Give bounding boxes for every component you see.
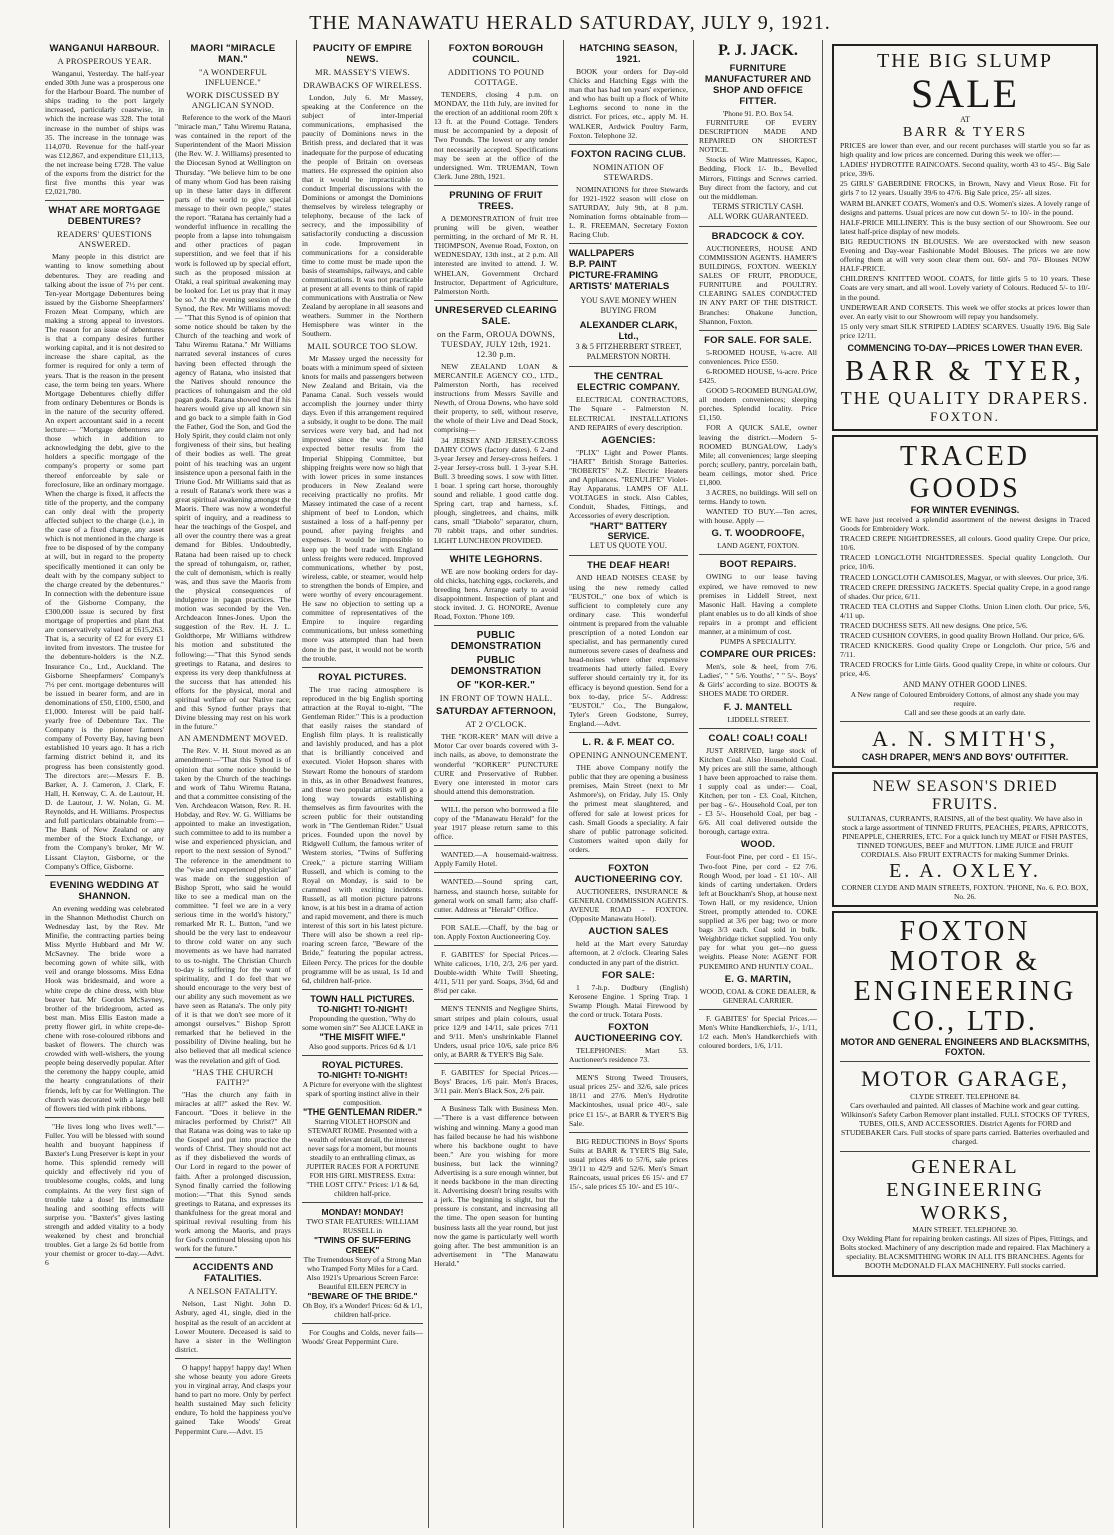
advert-picture-framing: PICTURE-FRAMING [569,270,659,282]
traced-item: TRACED LONGCLOTH CAMISOLES, Magyar, or with sleeves. Our price, 3/6. [840,572,1089,582]
subhead-stewards: NOMINATION OF STEWARDS. [592,161,665,182]
advert-dried-fruits [832,772,1098,907]
notice-meat-co: THE above Company notify the public that they are opening a business premises, Main Street (next to Mr Ashmore's), on Friday, July 15. Only the primest meat slaughtered, and offered for sale at lowest prices for cash. Small Goods a speciality. A fair share of public patronage solicited. Customers waited upon daily for orders. [569,763,688,854]
advert-sale: SALE [911,71,1019,116]
columns [40,40,1100,1528]
notice-coal: JUST ARRIVED, large stock of Kitchen Coal. Also Household Coal. My prices are still the same, although I have been approached to raise them. I supply coal as under:— Coal, Kitchen, per ton - £3. Coal, Kitchen, per bag - 6/-. Household Coal, per ton - £3 5/-. Household Coal, per bag - 6/6. All coal delivered outside the borough, cartage extra. [699,745,817,837]
advert-other-lines: AND MANY OTHER GOOD LINES. [903,679,1027,689]
divider [45,875,164,876]
traced-item: TRACED DUCHESS SETS. All new designs. One price, 5/6. [840,621,1028,630]
divider [699,554,817,555]
advert-royal-heading: ROYAL PICTURES. [321,1059,404,1070]
column-1 [40,40,170,1528]
advert-motor-sub: MOTOR AND GENERAL ENGINEERS AND BLACKSMITHS, FOXTON. [840,1037,1090,1058]
advert-quote-you: LET US QUOTE YOU. [590,541,667,551]
article-maori-miracle-man: Reference to the work of the Maori "miracle man," Tahu Wiremu Ratana, was contained in the report of the Superintendent of the Maori Mission (the Rev. W. J. Williams) presented to the Diocesan Synod at Wellington on Thursday. "We believe him to be one of many whom God has been raising up in these latter days in different parts of the world to give special message to their own people," states the report. "Ratana has certainly had a wonderful influence in recalling the people from a lapse into tohungaism and other practices of pagan superstition, and we feel that if his work is followed up by special effort, such as the proposed mission at Otaki, a real spiritual awakening may be looked for. Let us pray that it may be so." At the evening session of the Synod, the Rev. Mr Williams moved:— "That this Synod is of opinion that some notice should be taken by the Church of the teaching and work of Tahu Wiremu Ratana." Mr Williams narrated several instances of cures having been effected through the agency of Ratana, who insisted that the Natives should renounce the practices of tohungaism and the old pagan gods. Ratana showed that if his hearers would give up all known sin and go back to a simple faith in God the Father, God the Son, and God the Holy Spirit, they could claim not only forgiveness of their sins, but healing of their bodies as well. The great point of his teaching was an urgent insistence upon a personal faith in the Triune God. Mr Williams said that as a result of Ratana's work there was a great spiritual awakening amongst the Maoris. There was now a wonderful spirit of inquiry, and a readiness to hear the teachings of the Gospel, and all over the country there was a great demand for Bibles. Undoubtedly, Ratana had been raised up to check the spread of tohungaism, or, rather, the cult of demonism, which is really was, and thus save the Maoris from the physical consequences of indulgence in pagan practices. The motion was seconded by the Ven. Archdeacon Innes-Jones. Upon the suggestion of the Rev. H. J. L. Goldthorpe, Mr Williams withdrew his motion and substituted the following:—"That this Synod sends greetings to Ratana, and desires to express its very deep thankfulness at the success that has attended his efforts for the physical, moral and spiritual welfare of our Native race; and this Synod further prays that Divine blessing may rest on his work in the future." [175,113,291,732]
advert-town-hall-tonight: TO-NIGHT! TO-NIGHT! [317,1003,408,1014]
article-amendment: The Rev. V. H. Stout moved as an amendment:—"That this Synod is of opinion that some notice should be taken by the Church of the teachings and work of Tahu Wiremu Ratana, and that a committee consisting of the Ven. Archdeacon Watson, Rev. R. H. Hobday, and Rev. W. G. Williams be appointed to make an investigation, such committee to add to its number a wise and experienced physician, and report to the next session of Synod." The reference in the amendment to the "wise and experienced physician" was made on the suggestion of Bishop Sprott, who said he would like to see a medical man on the committee. "I feel we are in a very serious time in the world's history," remarked Mr R. L. Button, "and we should be the very last to endeavour to throw cold water on any such movements as we have had narrated to us to-night. The Christian Church to-day is suffering for the want of spirituality, and I do feel that we should encourage to the very best of our ability any such movement as we have seen as Ratana's. The only pity of it is that we don't see more of it amongst ourselves." Bishop Sprott remarked that he believed in the possibility of Divine healing, but he also believed that all medical science was the revelation and gift of God. [175,746,291,1065]
divider [569,555,688,556]
sale-item: 15 only very smart SILK STRIPED LADIES' SCARVES. Usually 19/6. Big Sale price 12/11. [840,321,1090,340]
divider [302,1323,423,1324]
notice-electrical-contractors: ELECTRICAL CONTRACTORS, The Square - Palmerston N. ELECTRICAL INSTALLATIONS AND REPAIRS of every description. [569,395,688,432]
headline-wood: WOOD. [740,839,776,851]
divider [45,1117,164,1118]
notice-file-copy: WILL the person who borrowed a file copy of the "Manawatu Herald" for the year 1917 please return same to this office. [434,804,558,842]
advert-barr-tyers-sale [832,44,1098,431]
headline-deaf-hear: THE DEAF HEAR! [586,560,671,572]
notice-telephones: TELEPHONES: Mart 53. Auctioneer's residence 73. [569,1046,688,1065]
divider [434,999,558,1000]
advert-monday-detail: The Tremendous Story of a Strong Man who Tramped Forty Miles for a Card. Also 1921's Uproarious Screen Farce: Beautiful EILEEN PERCY in [303,1254,422,1291]
subhead-readers-questions: READERS' QUESTIONS ANSWERED. [56,229,152,250]
advert-artists-materials: ARTISTS' MATERIALS [569,281,670,293]
traced-items-list [840,534,1090,678]
notice-for-sale-chaff: FOR SALE.—Chaff, by the bag or ton. Apply Foxton Auctioneering Coy. [434,922,558,941]
traced-item: TRACED TEA CLOTHS and Supper Cloths. Union Linen cloth. Our price, 5/6, 4/11 up. [840,601,1090,620]
advert-monday-text: TWO STAR FEATURES: WILLIAM RUSSELL in [306,1216,419,1235]
notice-tenders: TENDERS, closing 4 p.m. on MONDAY, the 11th July, are invited for the erection of an additional room 20ft x 13 ft. at the Pound Cottage. Tenders must be accompanied by a deposit of Two Pounds. The lowest or any tender not necessarily accepted. Specifications may be seen at the office of the undersigned. Wm. TRUEMAN, Town Clerk. June 28th, 1921. [434,90,558,181]
advert-dried-fruits-text: SULTANAS, CURRANTS, RAISINS, all of the best quality. We have also in stock a large assortment of TINNED FRUITS, PEACHES, PEARS, APRICOTS, PINEAPPLE, CHERRIES, ETC. For a quick lunch try MEAT or FISH PASTES, TINNED TONGUES, BEEF and MUTTON. LIME JUICE and FRUIT CORDIALS. Also FRUIT EXTRACTS for making Summer Drinks. [841,813,1089,859]
advert-foxton-motor [832,911,1098,1277]
advert-commencing: COMMENCING TO-DAY—PRICES LOWER THAN EVER. [847,342,1083,353]
sale-items-list [840,160,1090,340]
divider [175,1358,291,1359]
notice-tweed-trousers: MEN'S Strong Tweed Trousers, usual prices 25/- and 32/6, sale prices 18/11 and 27/6. Men's Hydrotite Mackintoshes, usual price 40/-, sale price £1 15/-, at BARR & TYER'S Big Sale. [569,1073,688,1128]
advert-gentleman-rider: "THE GENTLEMAN RIDER." [302,1106,423,1117]
headline-for-sale: FOR SALE: [602,969,655,981]
notice-kor-ker: THE "KOR-KER" MAN will drive a Motor Car over boards covered with 3-inch nails, as above, to demonstrate the wonderful "KORKER" PUNCTURE CURE and Preservative of Rubber. Every one interested in motor cars should attend this demonstration. [434,732,558,796]
advert-motor-line2: ENGINEERING [853,976,1077,1008]
headline-eg-martin: E. G. MARTIN, [724,973,792,985]
headline-boot-repairs: BOOT REPAIRS. [719,559,797,571]
subhead-town-hall: IN FRONT OF TOWN HALL. [439,693,553,704]
advert-town-hall-text: Propounding the question, "Why do some women sin?" See ALICE LAKE in [302,1013,423,1032]
headline-meat-co: L. R. & F. MEAT CO. [582,737,675,749]
divider [840,1061,1090,1062]
advert-wallpapers: WALLPAPERS [569,248,635,260]
listing-wanted-to-buy: WANTED TO BUY.—Ten acres, with house. Apply — [699,507,817,526]
advert-town-hall-heading: TOWN HALL PICTURES. [310,993,415,1004]
headline-mortgage-debentures: WHAT ARE MORTGAGE DEBENTURES? [48,205,161,228]
divider [434,845,558,846]
divider [434,185,558,186]
notice-stock-list: 34 JERSEY AND JERSEY-CROSS DAIRY COWS (factory dates). 6 2-and 3-year Jersey and Jersey-cross heifers. 1 2-year Jersey-cross bull. 1 3-year S.H. Bull. 3 breeding sows. 1 sow with litter. 1 boar. 1 spring cart horse, thoroughly sound and reliable. 1 good cattle dog. Spring cart, trap and harness, s.f. plough, singletrees, and chains, milk cans, small "Diabolo" separator, churn, 70 rabbit traps, and other sundries. LIGHT LUNCHEON PROVIDED. [434,435,558,545]
advert-coughs-colds: For Coughs and Colds, never fails—Woods' Great Peppermint Cure. [302,1327,423,1346]
headline-woodroofe: G. T. WOODROOFE, [711,528,805,540]
subhead-work-discussed: WORK DISCUSSED BY ANGLICAN SYNOD. [186,90,280,110]
column-4 [429,40,564,1528]
listing-3-acres: 3 ACRES, no buildings. Will sell on terms. Handy to town. [699,488,817,507]
subhead-pound-cottage: ADDITIONS TO POUND COTTAGE. [447,67,545,87]
text-coal-dealer: WOOD, COAL & COKE DEALER, & GENERAL CARRIER. [699,986,817,1005]
advert-call-see: Call and see these goods at an early date. [904,707,1026,717]
text-terms-cash: TERMS STRICTLY CASH. [712,201,804,211]
article-nelson-fatality: Nelson, Last Night. John D. Asbury, aged 41, single, died in the hospital as the result of an accident at Lower Moutere. Deceased is said to have a sister in the Wellington district. [175,1299,291,1354]
article-church-faith: "Has the church any faith in miracles at all?" asked the Rev. W. Fancourt. "Does it believe in the miracles performed by Christ?" All that Ratana was doing was to take up the Gospel and put into practice the words of Christ. They should not act as if they disbelieved the words of Our Lord in regard to the power of faith. After a prolonged discussion, Synod finally carried the following motion:—"That this Synod sends greetings to Ratana, and expresses its thankfulness for the great moral and spiritual revival resulting from his work among the Maoris, and prays for God's continued blessing upon his work for the future." [175,1089,291,1254]
notice-auctioneers: AUCTIONEERS, INSURANCE & GENERAL COMMISSION AGENTS. AVENUE ROAD - FOXTON. (Opposite Manawatu Hotel). [569,886,688,924]
notice-wanted-housemaid: WANTED.—A housemaid-waitress. Apply Family Hotel. [434,850,558,869]
advert-royal-detail: Starring VIOLET HOPSON and STEWART ROME. Presented with a wealth of relevant detail, the interest never sags for a moment, but mounts steadily to an enthralling climax, as JUPITER RACES FOR A FORTUNE FOR HIS GIRL MISTRESS. Extra: "THE LOST CITY." Prices: 1/1 & 6d, children half-price. [306,1116,419,1198]
advert-works-address: MAIN STREET. TELEPHONE 30. [912,1224,1018,1234]
divider [175,1257,291,1258]
advert-sale-intro: PRICES are lower than ever, and our recent purchases will startle you so far as high quality and low prices are concerned. During this week we offer:— [840,141,1090,160]
divider [699,1009,817,1010]
sale-item: WARM BLANKET COATS, Women's and O.S. Women's sizes. A lovely range of designs and patterns. Usual prices are now cut down 5/- to 10/- in the pound. [840,198,1090,217]
text-furniture-made: FURNITURE OF EVERY DESCRIPTION MADE AND REPAIRED ON SHORTEST NOTICE. [699,118,817,155]
notice-sports-suits: BIG REDUCTIONS in Boys' Sports Suits at BARR & TYER'S Big Sale, usual prices 48/6 to 57/6, sale prices 39/11 to 42/9 and 52/6. Men's Smart Raincoats, usual prices £6 15/- and £7 15/-, sale prices £5 10/- and £5 10/-. [569,1136,688,1192]
headline-wanganui-harbour: WANGANUI HARBOUR. [49,43,160,54]
listing-bungalow: GOOD 5-ROOMED BUNGALOW, all modern conveniences; sleeping porches. Splendid locality. Price £1,150. [699,386,817,423]
column-7 [830,40,1100,1528]
divider [302,989,423,990]
article-business-talk: A Business Talk with Business Men.—"There is a vast difference between wishing and winning. Many a good man has failed because he had his wishbone where his backbone ought to have been." Are you wishing for more business, but lack the winning? Advertising is a sure enough winner, but it needs backbone in the man directing it. Advertising doesn't bring results with a jerk. The beginning is slight, but the pressure is constant, and increasing all the time. The open season for hunting business lasts all the year round, but just now the game is particularly well worth going after. The best ammunition is an advertisement in "The Manawatu Herald." [434,1104,558,1268]
advert-garage-services: Cars overhauled and painted. All classes of Machine work and gear cutting. Wilkinson's Safety Carbon Remover plant installed. FULL STOCKS OF TYRES, TUBES, OILS, AND ACCESSORIES. District Agents for FORD and STUDEBAKER Cars. Full stocks of spare parts carried. Batteries overhauled and charged. [840,1101,1090,1147]
divider [302,1055,423,1056]
divider [434,800,558,801]
advert-royal-tonight: TO-NIGHT! TO-NIGHT! [317,1069,408,1080]
sale-item: CHILDREN'S KNITTED WOOL COATS, for little girls 5 to 10 years. These Coats are very smart, and all wool. Lovely variety of Colours. Reduced 5/- to 10/- in the pound. [840,274,1090,302]
headline-mantell: F. J. MANTELL [723,701,793,713]
headline-hatching-season: HATCHING SEASON, 1921. [579,43,678,65]
text-phone-box: 'Phone 91. P.O. Box 54. [722,109,794,118]
advert-royal-text: A Picture for everyone with the slightest spark of sporting instinct alive in their composition. [302,1079,423,1107]
advert-save-money: YOU SAVE MONEY WHEN BUYING FROM [580,296,677,316]
article-mortgage-debentures: Many people in this district are wanting to know something about debentures. They are reading and talking about the issue of 7½ per cent. Ten-year Mortgage Debentures being issued by the Gisborne Sheepfarmers' Frozen Meat Company, which are making a strong appeal to investors. The reason for an issue of debentures is that a company desires further working capital, and it is not desired to increase the share capital, as the former is required for only a term of years. That is the reason in the present case, the term being ten years. Where Mortgage Debentures chiefly differ from ordinary Debentures or Bonds is in the nature of the security offered. An expert accountant said in a recent lecture:— "Mortgage debentures are those which in addition to acknowledging the debt, give to the holders a specific mortgage of the company's property or some part thereof enforceable by sale or foreclosure, like an ordinary mortgage. When the charge is fixed, it affects the title of the property, and the company can only deal with the property affected subject to the charge (i.e.), in the case of a fixed charge, any asset which is not mentioned in the charge is free to be disposed of by the company at will, but in regard to the property specifically mentioned it can only be dealt with by the company subject to the charge created by the debentures." In connection with the debenture issue of the Gisborne Company, the £300,000 issue is secured by first mortgage of properties and plant that are conservatively valued at £615,263. That is, a security of £2 for every £1 invited from investors. The trustee for the debenture-holders is the N.Z. Insurance Co., Ltd., Auckland. The Gisborne Sheepfarmers' Company's 7½ per cent. mortgage debentures will be issued in bearer form, and are in denominations of £50, £100, £500, and £1,000. Interest will be paid half-yearly free of Debenture Tax. The Company is the pioneer farmers' company of Poverty Bay, having been established 10 years ago. It has a rich farming district behind it, and its progress has been consistently good. The directors are:—Messrs F. B. Barker, A. J. Cameron, J. Clark, F. Hall, H. Kenway, C. A. de Lautour, H. D. de Lautour, J. W. Nolan, G. M. Reynolds, and H. Williams. Prospectus and full particulars obtainable from:—The Bank of New Zealand or any member of the Stock Exchange, or from the Company's broker, Mr W. Lissant Clayton, Gisborne, or the Company's Office, Gisborne. [45,252,165,871]
advert-alexander-clark: ALEXANDER CLARK, Ltd., [579,320,678,343]
traced-item: TRACED CREPE DRESSING JACKETS. Special quality Crepe, in a good range of shades. Our price, 6/11. [840,582,1090,601]
headline-saturday-afternoon: SATURDAY AFTERNOON, [436,706,556,718]
headline-white-leghorns: WHITE LEGHORNS. [449,553,543,565]
headline-agencies: AGENCIES: [601,434,656,446]
headline-pruning: PRUNING OF FRUIT TREES. [449,189,543,212]
advert-hart-battery: "HART" BATTERY SERVICE. [589,521,668,542]
subhead-wonderful-influence: "A WONDERFUL INFLUENCE." [198,67,268,87]
divider [699,728,817,729]
advert-barr-tyer: BARR & TYER, [845,355,1085,387]
headline-auctioneering: FOXTON AUCTIONEERING COY. [574,862,683,885]
headline-central-electric: THE CENTRAL ELECTRIC COMPANY. [577,371,680,394]
headline-coal: COAL! COAL! COAL! [708,732,808,744]
column-3 [297,40,429,1528]
listing-6-roomed: 6-ROOMED HOUSE, ¼-acre. Price £425. [699,366,817,385]
headline-public-demonstration: PUBLIC DEMONSTRATION [450,630,542,653]
notice-bradcock: AUCTIONEERS, HOUSE AND COMMISSION AGENTS. HAMER'S BUILDINGS, FOXTON. WEEKLY SALES OF FRUIT, PRODUCE, FURNITURE and POULTRY. CLEARING SALES CONDUCTED IN ANY PART OF THE DISTRICT. Branches: Ohakune Junction, Shannon, Foxton. [699,243,817,326]
column-6 [694,40,823,1528]
advert-traced-intro: WE have just received a splendid assortment of the newest designs in Traced Goods for Embroidery Work. [840,514,1090,534]
notice-auction-sales: held at the Mart every Saturday afternoon, at 2 o'clock. Clearing Sales conducted in any part of the district. [569,939,688,967]
advert-monday: MONDAY! MONDAY! [321,1206,404,1217]
notice-agencies: "PLIX" Light and Power Plants. "HART" British Storage Batteries. "ROBERTS" N.Z. Electric Heaters and Appliances. "RENULIFE" Violet-Ray Apparatus. LAMPS OF ALL VOLTAGES in stock. Also Cables, Conduit, Shades, Fittings, and Accessories of every description. [569,447,688,521]
advert-quality-drapers: THE QUALITY DRAPERS. [840,387,1090,408]
notice-for-sale-list: 1 7-h.p. Dudbury (English) Kerosene Engine. 1 Spring Trap. 1 Swamp Plough. Matai Firewood by the cord or truck. Totara Posts. [569,982,688,1019]
headline-bradcock: BRADCOCK & COY. [711,230,805,242]
headline-kor-ker: OF "KOR-KER." [456,680,536,692]
notice-loan-mercantile: NEW ZEALAND LOAN & MERCANTILE AGENCY CO., LTD., Palmerston North, has received instructions from Messrs Saville and Newth, of Oroua Downs, who have sold their property, to sell, without reserve, the whole of their Live and Dead Stock, comprising— [434,361,558,435]
notice-wood: Four-foot Pine, per cord - £1 15/-. Two-foot Pine, per cord - £2 7/6. Rough Wood, per load - £1 10/-. All kinds of carting undertaken. Orders left at Bouckham's Shop, at house next Town Hall, or my residence, Union Street, promptly attended to. COKE supplied at 3/6 per bag; two or more bags 3/3 each. Coal sold in bulk. Weighbridge ticket supplied. You only pay for what you get—no guess weights. Please Note: AGENT FOR PUKEMIRO AND HUNTLY COAL. [699,852,817,971]
advert-pj-jack: P. J. JACK. [718,42,798,59]
headline-empire-news: PAUCITY OF EMPIRE NEWS. [312,43,413,65]
traced-item: TRACED CREPE NIGHTDRESSES, all colours. Good quality Crepe. Our price, 10/6. [840,534,1090,553]
traced-item: TRACED CUSHION COVERS, in good quality Brown Holland. Our price, 6/6. [840,631,1085,641]
divider [434,1099,558,1100]
divider [302,667,423,668]
divider [569,858,688,859]
notice-boot-repairs: OWING to our lease having expired, we have removed to new premises in Liddell Street, next Masonic Hall. Having a complete plant enables us to do all kinds of shoe repairs in a prompt and efficient manner, at a minimum of cost. [699,572,817,637]
divider [434,625,558,626]
headline-compare-prices: COMPARE OUR PRICES: [699,649,817,661]
column-5 [564,40,694,1528]
divider [569,1132,688,1133]
divider [569,243,688,244]
advert-cottons: A New range of Coloured Embroidery Cottons, of almost any shade you may require. [850,689,1080,708]
divider [569,1068,688,1069]
sale-item: UNDERWEAR AND CORSETS. This week we offer stocks at prices lower than ever. An early visit to our Showroom will repay you handsomely. [840,302,1090,321]
advert-misfit-wife: "THE MISFIT WIFE." [319,1031,406,1042]
subhead-amendment-moved: AN AMENDMENT MOVED. [177,733,289,744]
traced-item: TRACED FROCKS for Little Girls. Good quality Crepe, in white or colours. Our price, 4/6. [840,660,1090,679]
divider [434,872,558,873]
advert-beware-bride: "BEWARE OF THE BRIDE." [307,1290,418,1301]
advert-bp-paint: B.P. PAINT [569,259,617,271]
headline-maori-miracle-man: MAORI "MIRACLE MAN." [190,43,276,65]
advert-motor-line1: FOXTON MOTOR & [889,916,1041,978]
text-liddell-street: LIDDELL STREET. [727,714,789,724]
text-guaranteed: ALL WORK GUARANTEED. [707,211,809,221]
listing-quick-sale: FOR A QUICK SALE, owner leaving the district.—Modern 5-ROOMED BUNGALOW, Lady's Mile; all conveniences; large sleeping porch; scullery, pantry, porcelain bath, beam ceilings, motor shed. Price £1,800. [699,423,817,487]
divider [699,330,817,331]
divider [45,200,164,201]
advert-foxton: FOXTON. [930,408,1000,424]
article-mail-source: Mr Massey urged the necessity for boats with a minimum speed of sixteen knots for mails and passengers between New Zealand and Britain, via the Panama Canal. Such vessels would accomplish the journey under thirty days. Even if this arrangement required a subsidy, it ought to be done. The mail services were very bad, and had not improved since the war. He laid expected better results from the Imperial Shipping Committee, but shipping freights were now so high that with lower prices in some instances producers in New Zealand were receiving practically no profits. Mr Massey intimated the case of a recent shipment of beef to London, which sustained a loss of a half-penny per pound, after paying freights and expenses. It would be impossible to keep up the beef trade with England unless freights were reduced. Improved communications, whether by post, wireless, cable, or steamer, would help to strengthen the bonds of Empire, and were worthy of every encouragement. He saw no objection to setting up a committee of representatives of the Empire to inquire regarding communications, but unless something more was attempted than had been done in the past, it would not be worth the trouble. [302,353,423,663]
notice-gabites-handkerchiefs: F. GABITES' for Special Prices.—Men's White Handkerchiefs, 1/-, 1/11, 1/2 each. Men's Handkerchiefs with coloured borders, 1/6, 1/11. [699,1013,817,1050]
traced-item: TRACED LONGCLOTH NIGHTDRESSES. Special quality Longcloth. Our price, 10/6. [840,553,1090,572]
subhead-furniture: FURNITURE MANUFACTURER AND SHOP AND OFFICE FITTER. [704,63,812,107]
advert-town-hall-prices: Also good supports. Prices 6d & 1/1 [308,1041,417,1051]
headline-foxton-borough: FOXTON BOROUGH COUNCIL. [448,43,544,65]
advert-engineering-works: GENERAL ENGINEERING WORKS, [886,1155,1044,1224]
advert-twins-suffering-creek: "TWINS OF SUFFERING CREEK" [313,1234,412,1255]
divider [569,732,688,733]
article-wanganui-harbour: Wanganui, Yesterday. The half-year ended 30th June was a prosperous one for the Harbour Board. The number of ships trading to the port largely increased, particularly coastwise, in which the increase was 328. The total increase in the number of ships was 35. The increase in the tonnage was 114,070. Revenue for the half-year was £12,867, and expenditure £11,113, the net increase being £728. The value of the exports from the district for the first five months this year was £2,021,780. [45,69,164,197]
divider [840,1151,1090,1152]
advert-woods-peppermint: O happy! happy! happy day! When she whose beauty you adore Greets you in virginal array, And clasps your hand to part no more. Only by perfect health sustained May such felicity endure, To hold the happiness you've gained Take Woods' Great Peppermint Cure.—Advt. 15 [175,1362,291,1436]
advert-garage-address: CLYDE STREET. TELEPHONE 84. [910,1092,1020,1102]
sale-item: HALF-PRICE MILLINERY. This is the busy section of our Showroom. See our latest half-price display of new models. [840,217,1090,236]
advert-traced-goods [832,435,1098,768]
divider [699,226,817,227]
subhead-church-faith: "HAS THE CHURCH FAITH?" [192,1066,274,1087]
divider [569,144,688,145]
advert-clark-address: 3 & 5 FITZHERBERT STREET, PALMERSTON NORTH. [575,342,682,362]
subhead-nelson-fatality: A NELSON FATALITY. [188,1286,278,1297]
masthead-title: THE MANAWATU HERALD SATURDAY, JULY 9, 1921. [309,12,831,34]
headline-evening-wedding: EVENING WEDDING AT SHANNON. [49,879,160,902]
advert-cash-draper: CASH DRAPER, MEN'S AND BOYS' OUTFITTER. [861,751,1069,762]
divider [434,918,558,919]
advert-barr-tyers-name: BARR & TYERS [902,125,1028,140]
headline-public-demonstration-2: PUBLIC DEMONSTRATION [450,655,542,678]
divider [434,300,558,301]
text-land-agent: LAND AGENT, FOXTON. [717,541,799,551]
listing-5-roomed: 5-ROOMED HOUSE, ¼-acre. All conveniences. Price £550. [699,347,817,366]
headline-clearing-sale: UNRESERVED CLEARING SALE. [435,304,557,327]
notice-wanted-spring-cart: WANTED.—Sound spring cart, harness, and staunch horse, suitable for general work on small farm; also chaff-cutter. Address at "Herald" Office. [434,877,558,914]
divider [434,945,558,946]
subhead-drawbacks-wireless: DRAWBACKS OF WIRELESS. [303,80,422,90]
advert-dried-fruits-heading: NEW SEASON'S DRIED FRUITS. [872,777,1058,813]
headline-accidents: ACCIDENTS AND FATALITIES. [192,1262,274,1285]
advert-motor-line3: CO., LTD. [892,1006,1038,1038]
advert-eustol: AND HEAD NOISES CEASE by using the new remedy called "EUSTOL," one box of which is sufficient to completely cure any ordinary case. This wonderful ointment is prepared from the valuable prescription of a noted London ear specialist, and has permanently cured numerous severe cases of deafness and head-noises where other expensive treatments had utterly failed. Every sufferer should certainly try it, for its efficacy is beyond question. Send for a box to-day, price 5/-. Address: "EUSTOL" Co., The Bungalow, Tyler's Green Godstone, Surrey, England.—Advt. [569,573,688,728]
divider [569,366,688,367]
advert-monday-prices: Oh Boy, it's a Wonder! Prices: 6d & 1/1, children half-price. [302,1300,423,1319]
advert-traced-heading: TRACED GOODS [900,440,1030,504]
price-list-shoes: Men's, sole & heel, from 7/6. Ladies', " " 5/6. Youths', " " 5/-. Boys' & Girls' according to size. BOOTS & SHOES MADE TO ORDER. [699,662,817,699]
sale-item: BIG REDUCTIONS IN BLOUSES. We are overstocked with new season Evening and Day-wear Fashionable Model Blouses. The prices we are now offering them at will very soon clear them out. 60/- and 70/- Blouses NOW HALF-PRICE. [840,236,1090,274]
notice-tennis-shirts: MEN'S TENNIS and Negligee Shirts, smart stripes and plain colours, usual price 12/9 and 14/11, sale prices 7/11 and 9/11. Men's unshrinkable Flannel Unders, usual price 10/6, sale price 8/6 only, at BARR & TYER'S Big Sale. [434,1004,558,1059]
sale-item: 25 GIRLS' GABERDINE FROCKS, in Brown, Navy and Vieux Rose. Fit for girls 7 to 12 years. Usually 39/6 to 47/6. Big Sale price, 25/- all sizes. [840,179,1090,198]
text-pumps: PUMPS A SPECIALITY. [720,637,796,647]
advert-big-slump: THE BIG SLUMP [876,50,1053,72]
subhead-prosperous-year: A PROSPEROUS YEAR. [57,56,152,66]
headline-auctioneering-2: FOXTON AUCTIONEERING COY. [574,1022,683,1044]
notice-hatching: BOOK your orders for Day-old Chicks and Hatching Eggs with the man that has had ten years' experience, and who has built up a flock of White Leghorns second to none in the district. For prices, etc., apply M. H. WALKER, Ardwick Poultry Farm, Foxton. Telephone 32. [569,67,688,140]
subhead-oroua-downs: on the Farm, OROUA DOWNS, TUESDAY, JULY 12th, 1921. 12.30 p.m. [437,328,555,359]
article-royal-pictures: The true racing atmosphere is reproduced in the big English sporting attraction at the Royal to-night, "The Gentleman Rider." This is a production that easily raises the standard of English film plays. It is realistically and lavishly produced, and has a plot that is brilliantly conceived and executed. Violet Hopson shares with Stewart Rome the honours of stardom in this, as in other Broadwest features, and these two popular artists will go a long way towards establishing themselves as firm favourites with the screen public for their outstanding work in "The Gentleman Rider." Usual prices. Founded upon the novel by Ridgwell Cullum, the famous writer of Western stories, "Twins of Suffering Creek," a picture starring William Russell, and which is coming to the Royal on Monday, is said to be crammed with exciting incidents. Russell, as all motion picture patrons know, is at his best in a drama of action and rapid movement, and there is much interest of this sort in his latest picture. There will also be shown a reel rip-roaring screen farce, "Beware of the Bride," featuring the popular actress, Eileen Percy. The prices for the double programme will be as usual, 1s 1d and 6d, children half-price. [302,684,423,985]
subhead-massey-views: MR. MASSEY'S VIEWS. [315,67,410,77]
divider [840,721,1090,722]
advert-at: AT [960,115,970,124]
subhead-mail-source: MAIL SOURCE TOO SLOW. [307,340,418,351]
article-evening-wedding: An evening wedding was celebrated in the Shannon Methodist Church on Wednesday last, by the Rev. Mr Minifie, the contracting parties being Miss Myrtle Hubbard and Mr W. McSavney. The bride wore a becoming gown of white silk, with veil and orange blossoms. Miss Edna Hook was bridesmaid, and wore a white crepe de chine dress, with blue beaver hat. Mr Gordon McSavney, brother of the bridegroom, acted as best man. Miss Ellis Easton made a pretty flower girl, in white crepe-de-chene with rose-coloured ribbons and basket of flowers. The church was crowded with well-wishers, the young people being deservedly popular. After the ceremony the happy couple, amid the hearty congratulations of their friends, left by car for Wellington. The church was decorated with a large bell of flowers tied with pink ribbons. [45,903,164,1113]
column-2 [170,40,297,1528]
notice-gabites-braces: F. GABITES' for Special Prices.—Boys' Braces, 1/6 pair. Men's Braces, 3/11 pair. Men's Black Sox, 2/6 pair. [434,1068,558,1096]
article-empire-news: London, July 6. Mr Massey, speaking at the Conference on the subject of inter-Imperial communications, emphasised the paucity of Dominions news in the British press, and declared that it was inadequate for the purpose of educating the people of Britain on overseas matters. He expressed the opinion also that it would be impracticable to conduct Imperial discussions with the Dominions or amongst the Dominions themselves by wireless telegraphy or telephony, because of the lack of secrecy, and the impossibility of satisfactorily conducting a discussion in code. Improvement in communications for a considerable time to come must be made upon the basis of steamships, railways, and cable communications. It was not practicable at present at all events to think of rapid communications with Australia or New Zealand by aeroplane in all seasons and weathers. Summer in the Northern Hemisphere was winter in the Southern. [302,93,423,339]
subhead-two-oclock: AT 2 O'CLOCK. [465,719,527,730]
advert-motor-garage: MOTOR GARAGE, [861,1066,1069,1092]
notice-nominations: NOMINATIONS for three Stewards for 1921-1922 season will close on SATURDAY, July 9th, at 8 p.m. Nomination forms obtainable from— L. R. FREEMAN, Secretary Foxton Racing Club. [569,184,688,240]
subhead-opening: OPENING ANNOUNCEMENT. [569,750,688,761]
divider [302,1202,423,1203]
masthead [40,12,1100,38]
headline-royal-pictures: ROYAL PICTURES. [318,671,407,683]
notice-white-leghorns: WE are now booking orders for day-old chicks, hatching eggs, cockerels, and breeding hens. Arrange early to avoid disappointment. Inspection of plant and stock invited. J. G. HONORE, Avenue Road, Foxton. 'Phone 109. [434,566,558,622]
divider [434,549,558,550]
traced-item: TRACED KNICKERS. Good quality Crepe or Longcloth. Our price, 5/6 and 7/11. [840,641,1090,660]
divider [434,1063,558,1064]
headline-auction-sales: AUCTION SALES [588,926,669,938]
advert-an-smith: A. N. SMITH'S, [872,725,1058,751]
notice-pruning: A DEMONSTRATION of fruit tree pruning will be given, weather permitting, in the orchard of Mr R. H. THOMPSON, Avenue Road, Foxton, on WEDNESDAY, 13th inst., at 2 p.m. All interested are invited to attend. J. W. WHELAN, Government Orchard Instructor, Department of Agriculture, Palmerston North. [434,213,558,296]
advert-oxley-address: CORNER CLYDE AND MAIN STREETS, FOXTON. 'PHONE, No. 6. P.O. BOX, No. 26. [841,883,1089,902]
advert-works-services: Oxy Welding Plant for repairing broken castings. All sizes of Pipes, Fittings, and Bolts stocked. Machinery of any description made and repaired. Flax Machinery a speciality. BLACKSMITHING WORK IN ALL ITS BRANCHES. Agents for BOOTH McDONALD FLAX MACHINERY. Full stocks carried. [840,1233,1090,1270]
text-stocks: Stocks of Wire Mattresses, Kapoc, Bedding, Flock 1/- lb., Bevelled Mirrors, Fittings and Screws carried. Buy direct from the factory, and cut out the middleman. [699,155,817,201]
advert-ea-oxley: E. A. OXLEY. [889,860,1041,883]
headline-racing-club: FOXTON RACING CLUB. [571,148,686,160]
notice-gabites-calicoes: F. GABITES' for Special Prices.—White calicoes, 1/10, 2/3, 2/6 per yard. Double-width White Twill Sheeting, 4/11, 5/11 per yard. Soaps, 3½d, 6d and 8½d per cake. [434,950,558,996]
advert-winter-evenings: FOR WINTER EVENINGS. [910,504,1020,515]
advert-baxters-lung-preserver: "He lives long who lives well."—Fuller. You will be blessed with sound health and buoyant happiness if Baxter's Lung Preserver is kept in your home. This splendid remedy will quickly and effectively rid you of troublesome coughs, colds, and lung complaints. At the very first sign of trouble take a dose! Its immediate healing and soothing effects will surprise you. "Baxter's" gives lasting strength and added vitality to a body weakened by chest and bronchial troubles. Get a large 2s 6d bottle from your chemist or grocer to-day.—Advt. 6 [45,1121,164,1268]
sale-item: LADIES' HYDROTITE RAINCOATS. Second quality, worth 43 to 45/-. Big Sale price, 39/6. [840,160,1090,179]
headline-for-sale-houses: FOR SALE. FOR SALE. [704,334,812,346]
